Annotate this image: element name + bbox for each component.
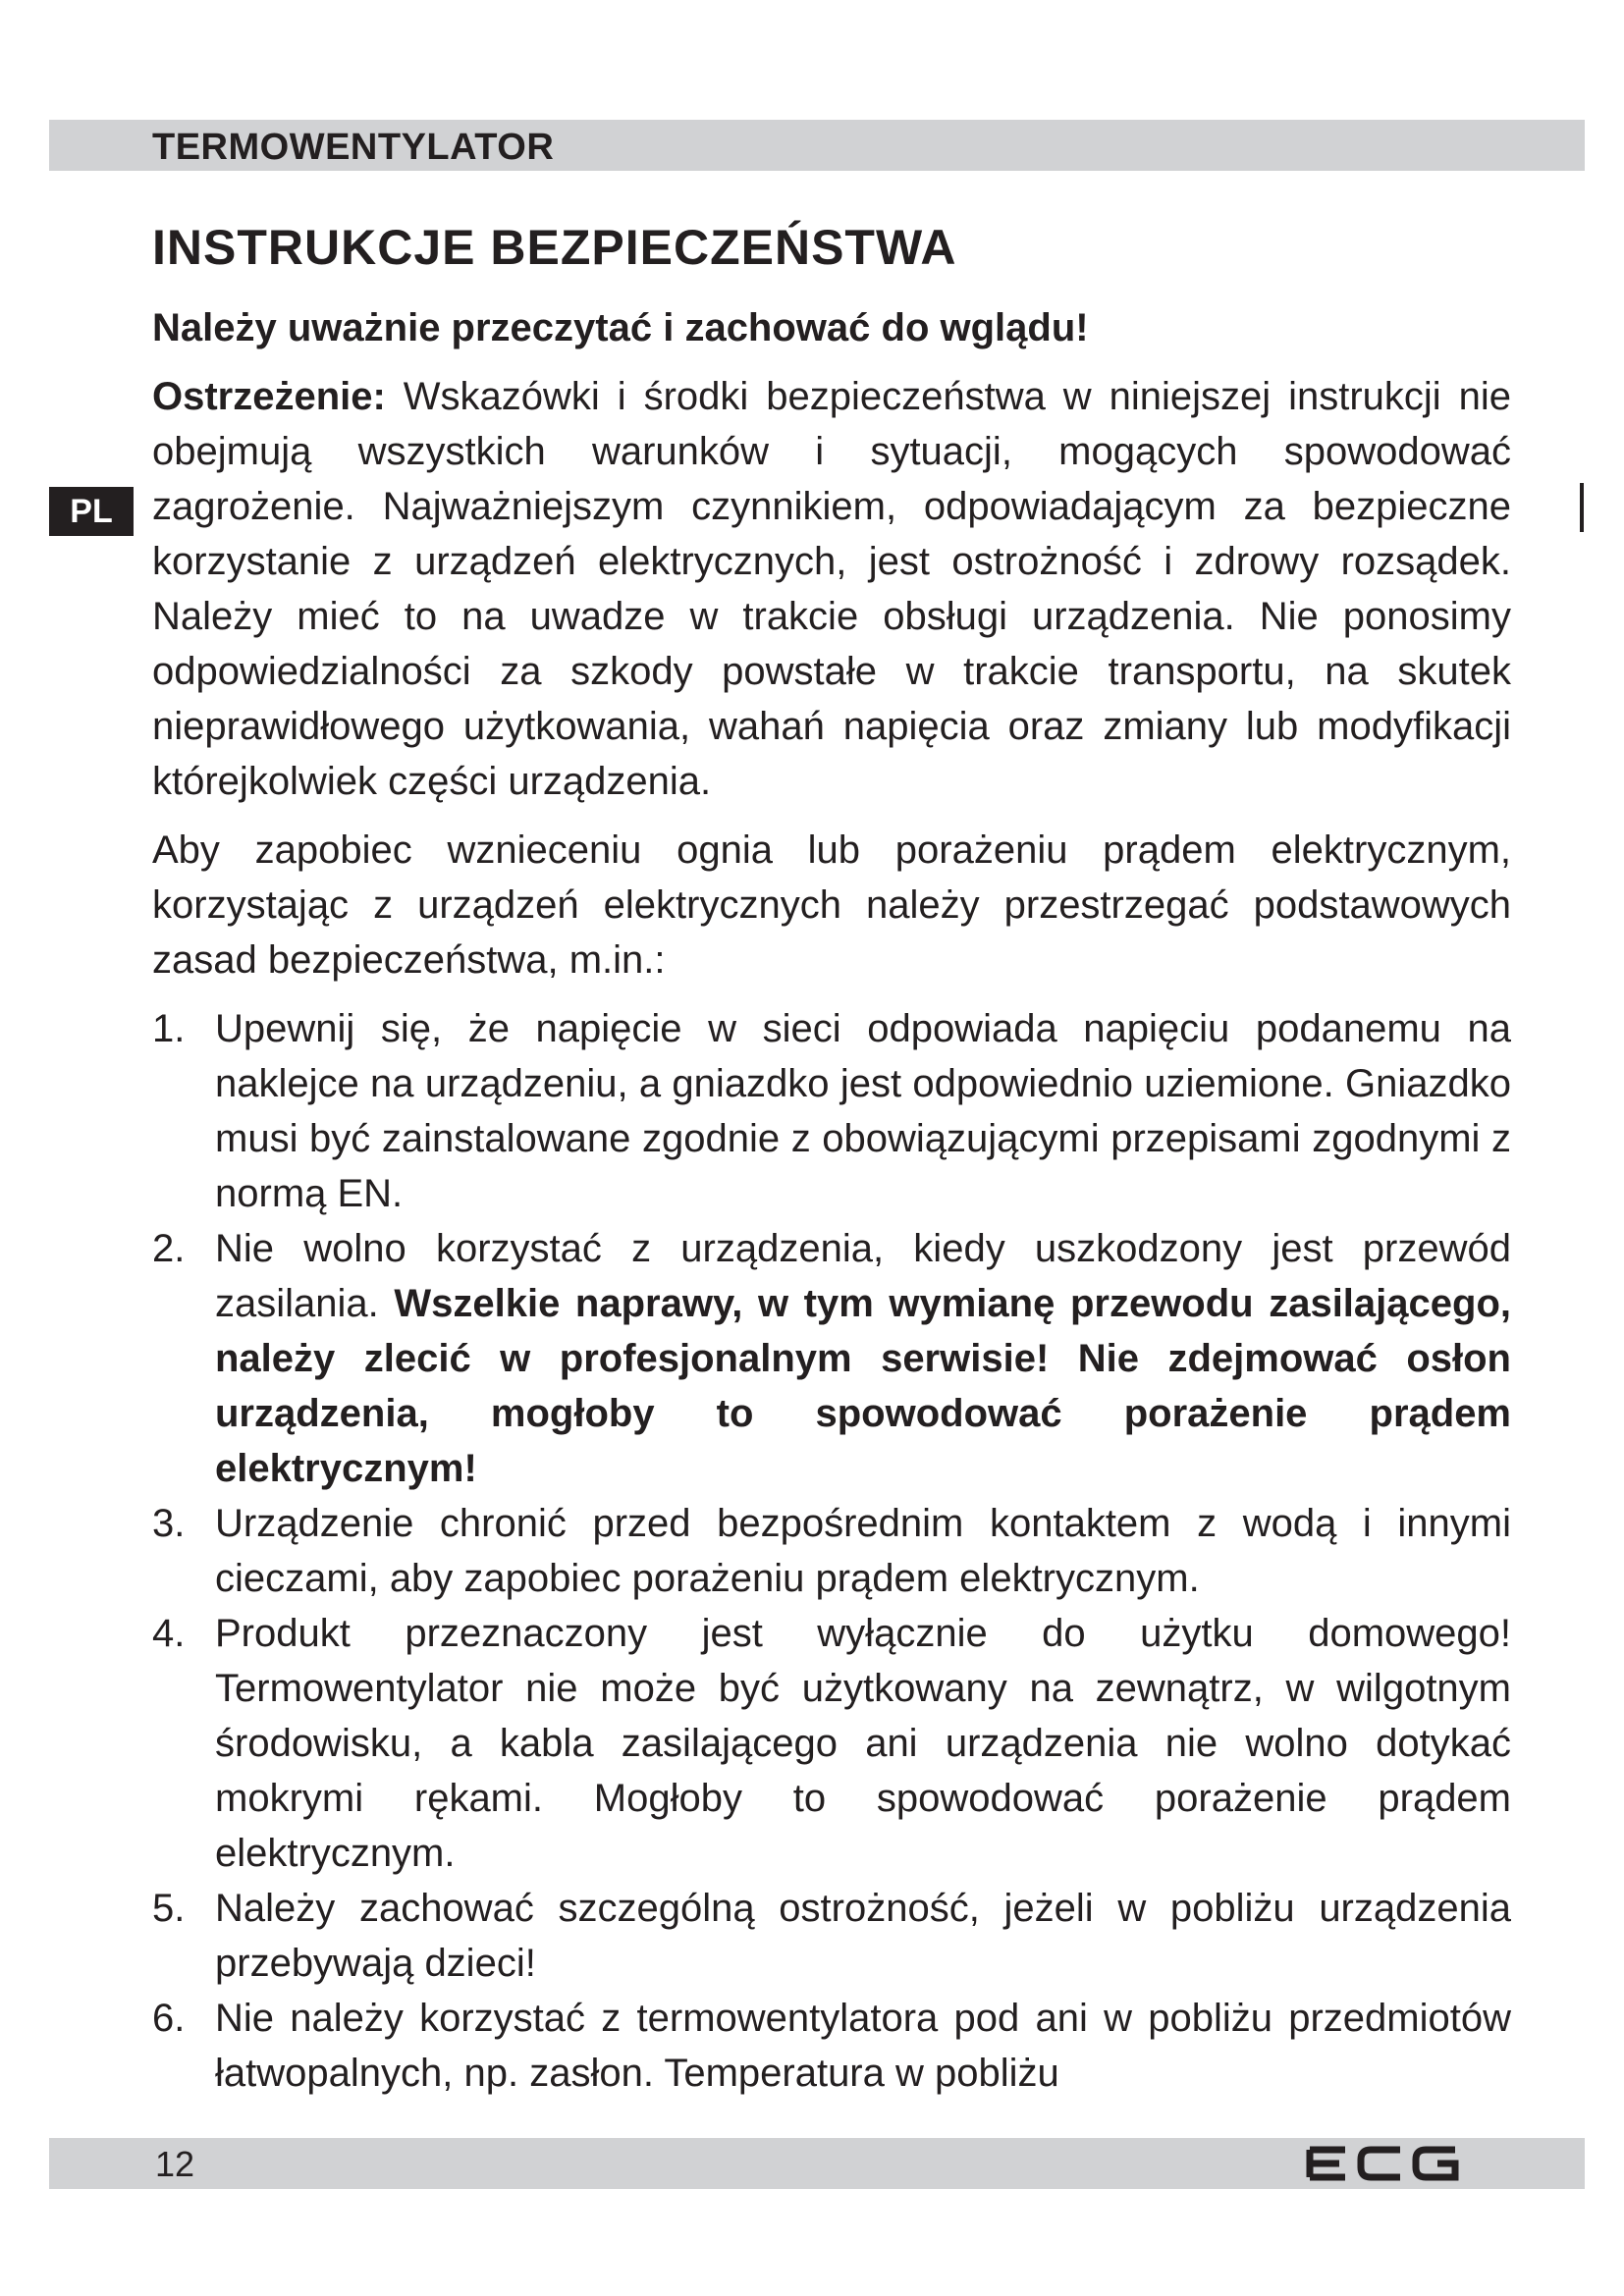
- list-item-text: Urządzenie chronić przed bezpośrednim kontaktem z wodą i innymi cieczami, aby zapobiec porażeniu prądem elektrycznym.: [215, 1502, 1511, 1600]
- ecg-logo: [1306, 2144, 1463, 2183]
- list-item: [152, 1991, 1511, 2101]
- list-item: [152, 1606, 1511, 1881]
- list-item-text: Produkt przeznaczony jest wyłącznie do użytku domowego! Termowentylator nie może być użytkowany na zewnątrz, w wilgotnym środowisku, a kabla zasilającego ani urządzenia nie wolno dotykać mokrymi rękami. Mogłoby to spowodować porażenie prądem elektrycznym.: [215, 1612, 1511, 1875]
- warning-paragraph: [152, 369, 1511, 809]
- list-item-bold-text: Wszelkie naprawy, w tym wymianę przewodu zasilającego, należy zlecić w profesjonalnym serwisie! Nie zdejmować osłon urządzenia, mogłoby to spowodować porażenie prądem elektrycznym!: [215, 1282, 1511, 1490]
- list-item-number: 1.: [152, 1007, 186, 1050]
- header-title: TERMOWENTYLATOR: [152, 127, 555, 168]
- intro-paragraph: Aby zapobiec wznieceniu ognia lub porażeniu prądem elektrycznym, korzystając z urządzeń elektrycznych należy przestrzegać podstawowych zasad bezpieczeństwa, m.in.:: [152, 828, 1511, 982]
- list-item-text: Należy zachować szczególną ostrożność, jeżeli w pobliżu urządzenia przebywają dzieci!: [215, 1887, 1511, 1985]
- page-number: 12: [155, 2144, 195, 2184]
- section-subheading: Należy uważnie przeczytać i zachować do wglądu!: [152, 306, 1089, 349]
- list-item-text: Nie należy korzystać z termowentylatora pod ani w pobliżu przedmiotów łatwopalnych, np. zasłon. Temperatura w pobliżu: [215, 1997, 1511, 2095]
- list-item-number: 2.: [152, 1227, 186, 1270]
- list-item-number: 5.: [152, 1887, 186, 1930]
- list-item: [152, 1221, 1511, 1496]
- list-item-number: 4.: [152, 1612, 186, 1655]
- list-item-text: Nie wolno korzystać z urządzenia, kiedy uszkodzony jest przewód zasilania.: [215, 1227, 1511, 1325]
- warning-text: Wskazówki i środki bezpieczeństwa w niniejszej instrukcji nie obejmują wszystkich warunków i sytuacji, mogących spowodować zagrożenie. Najważniejszym czynnikiem, odpowiadającym za bezpieczne korzystanie z urządzeń elektrycznych, jest ostrożność i zdrowy rozsądek. Należy mieć to na uwadze w trakcie obsługi urządzenia. Nie ponosimy odpowiedzialności za szkody powstałe w trakcie transportu, na skutek nieprawidłowego użytkowania, wahań napięcia oraz zmiany lub modyfikacji którejkolwiek części urządzenia.: [152, 375, 1511, 803]
- language-tab: PL: [49, 487, 134, 536]
- list-item-number: 6.: [152, 1997, 186, 2040]
- safety-list: [152, 1001, 1511, 2101]
- list-item-text: Upewnij się, że napięcie w sieci odpowiada napięciu podanemu na naklejce na urządzeniu, a gniazdko jest odpowiednio uziemione. Gniazdko musi być zainstalowane zgodnie z obowiązującymi przepisami zgodnymi z normą EN.: [215, 1007, 1511, 1215]
- list-item-number: 3.: [152, 1502, 186, 1545]
- margin-mark: [1580, 483, 1584, 532]
- warning-label: Ostrzeżenie:: [152, 375, 386, 418]
- section-heading: INSTRUKCJE BEZPIECZEŃSTWA: [152, 220, 957, 275]
- list-item: [152, 1496, 1511, 1606]
- page-content: [152, 208, 1511, 2101]
- list-item: [152, 1001, 1511, 1221]
- list-item: [152, 1881, 1511, 1991]
